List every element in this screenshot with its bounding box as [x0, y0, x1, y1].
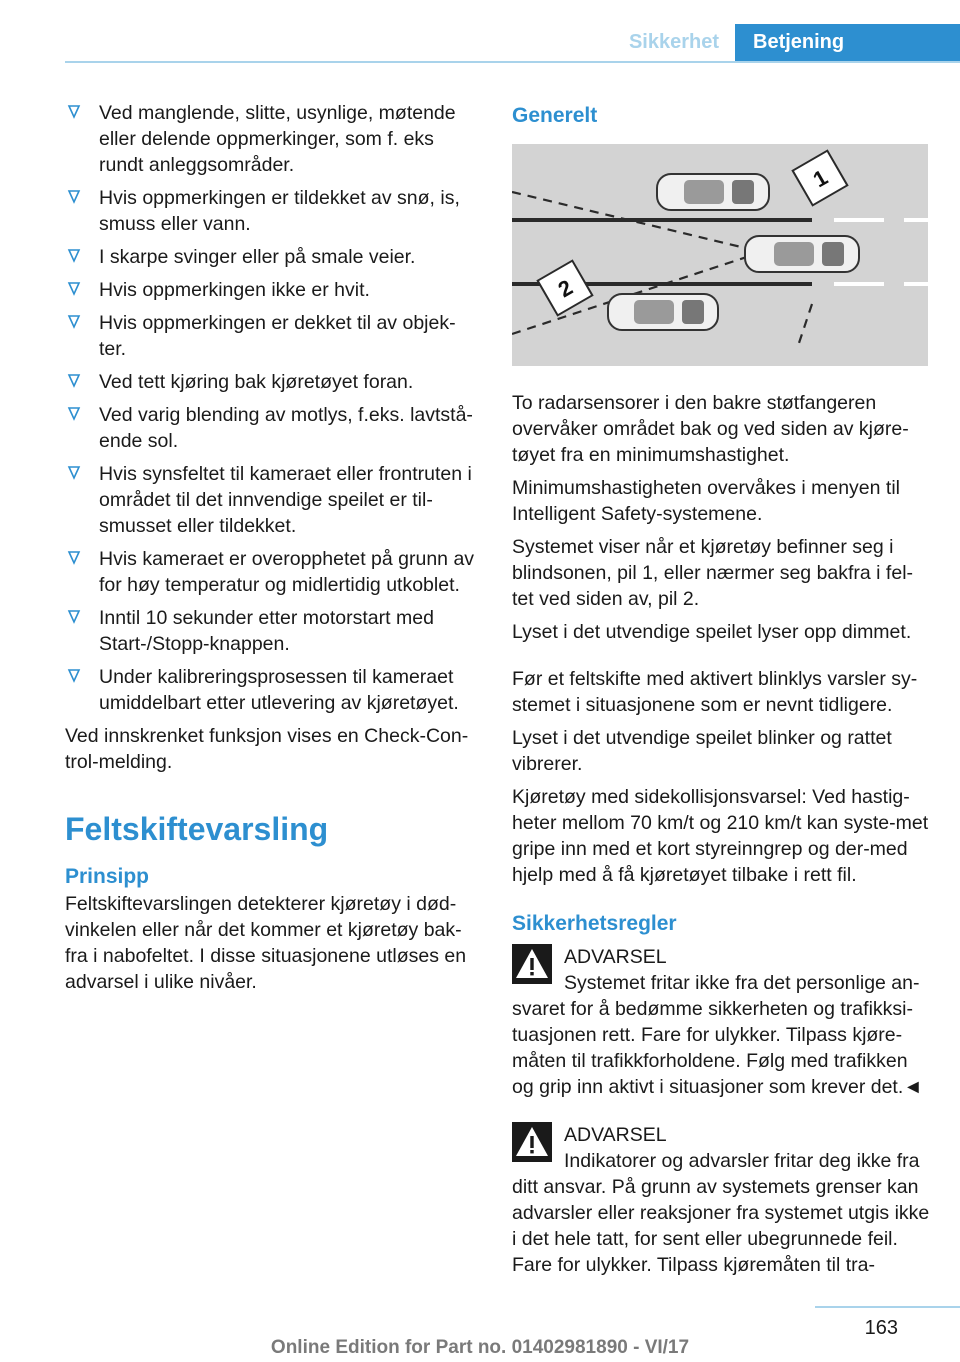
triangle-bullet-icon	[67, 104, 81, 120]
warning-text: Indikatorer og advarsler fritar deg ikke fra ditt ansvar. På grunn av systemets grenser kan advarsler eller reaksjoner fra systemet utgis ikke i det hele tatt, for sent eller ubegrunnede feil. Fare for ulykker. Tilpass kjøremåten til tra‐	[512, 1150, 930, 1276]
paragraph: Kjøretøy med sidekollisjonsvarsel: Ved hastig‐heter mellom 70 km/t og 210 km/t kan syste‐met gripe inn med et kort styreinngrep og der‐med hjelp med å få kjøretøyet tilbake i rett fil.	[512, 786, 929, 886]
triangle-bullet-icon	[67, 189, 81, 205]
list-item-text: Hvis synsfeltet til kameraet eller frontruten i området til det innvendige speilet er til‐smusset eller tildekket.	[99, 463, 472, 537]
triangle-bullet-icon	[67, 281, 81, 297]
solid-lane-line	[512, 218, 812, 222]
triangle-bullet-icon	[67, 609, 81, 625]
page-header	[0, 24, 960, 64]
lane-change-illustration	[512, 144, 928, 366]
lane-change-illustration-svg	[512, 144, 928, 366]
check-control-note: Ved innskrenket funksjon vises en Check-Con‐trol-melding.	[65, 725, 469, 773]
paragraph: Minimumshastigheten overvåkes i menyen til Intelligent Safety-systemene.	[512, 477, 901, 525]
footer-rule	[815, 1306, 960, 1308]
arrow-marker-1-label: 1	[808, 164, 832, 193]
header-rule	[65, 61, 960, 63]
warning-triangle-icon	[512, 944, 552, 984]
left-column	[65, 100, 480, 1002]
list-item-text: Hvis oppmerkingen er tildekket av snø, is, smuss eller vann.	[99, 187, 460, 235]
principle-paragraph: Feltskiftevarslingen detekterer kjøretøy i død‐vinkelen eller når det kommer et kjøretøy bak‐fra i nabofeltet. I disse situasjonene utløses en advarsel i ulike nivåer.	[65, 893, 467, 993]
list-item-text: Under kalibreringsprosessen til kameraet umiddelbart etter utlevering av kjøretøyet.	[99, 666, 459, 714]
list-item	[65, 310, 480, 362]
header-tab-sikkerhet[interactable]: Sikkerhet	[628, 31, 720, 53]
triangle-bullet-icon	[67, 314, 81, 330]
warning-title: ADVARSEL	[564, 1124, 667, 1146]
car-illustration	[608, 294, 718, 330]
paragraph: To radarsensorer i den bakre støtfangeren overvåker området bak og ved siden av kjøre‐tøyet fra en minimumshastighet.	[512, 392, 909, 466]
warning-block	[512, 944, 932, 1100]
list-item	[65, 277, 480, 303]
triangle-bullet-icon	[67, 406, 81, 422]
list-item	[65, 402, 480, 454]
triangle-bullet-icon	[67, 248, 81, 264]
paragraph: Før et feltskifte med aktivert blinklys varsler sy‐stemet i situasjonene som er nevnt tidligere.	[512, 668, 918, 716]
car-illustration	[745, 236, 859, 272]
warning-text: Systemet fritar ikke fra det personlige an‐svaret for å bedømme sikkerheten og trafikksi‐tuasjonen rett. Fare for ulykker. Tilpass kjøre‐måten til trafikkforholdene. Følg med trafikken og grip inn aktivt i situasjoner som krever det.◄	[512, 972, 923, 1098]
paragraph: Lyset i det utvendige speilet blinker og rattet vibrerer.	[512, 727, 892, 775]
subheading-prinsipp: Prinsipp	[65, 865, 150, 888]
list-item-text: Ved manglende, slitte, usynlige, møtende eller delende oppmerkinger, som f. eks rundt anleggsområder.	[99, 102, 456, 176]
list-item-text: Hvis oppmerkingen er dekket til av objek‐ter.	[99, 312, 456, 360]
page-number: 163	[864, 1317, 898, 1339]
warning-block	[512, 1122, 932, 1278]
warning-triangle-icon	[512, 1122, 552, 1162]
list-item	[65, 605, 480, 657]
triangle-bullet-icon	[67, 465, 81, 481]
subheading-sikkerhetsregler: Sikkerhetsregler	[512, 912, 677, 935]
subheading-generelt: Generelt	[512, 104, 598, 127]
list-item	[65, 185, 480, 237]
list-item-text: Hvis kameraet er overopphetet på grunn av for høy temperatur og midlertidig utkoblet.	[99, 548, 475, 596]
list-item	[65, 244, 480, 270]
arrow-marker-2-label: 2	[553, 274, 577, 303]
footer-edition: Online Edition for Part no. 01402981890 - VI/17	[270, 1337, 690, 1358]
list-item	[65, 100, 480, 178]
right-column	[512, 100, 932, 1300]
car-illustration	[657, 174, 769, 210]
header-tab-betjening[interactable]: Betjening	[735, 24, 960, 63]
triangle-bullet-icon	[67, 550, 81, 566]
list-item	[65, 461, 480, 539]
paragraph: Lyset i det utvendige speilet lyser opp dimmet.	[512, 621, 912, 643]
list-item-text: Ved varig blending av motlys, f.eks. lavtstå‐ende sol.	[99, 404, 473, 452]
section-title: Feltskiftevarsling	[65, 811, 329, 847]
triangle-bullet-icon	[67, 668, 81, 684]
triangle-bullet-icon	[67, 373, 81, 389]
list-item	[65, 664, 480, 716]
limitation-list	[65, 100, 480, 716]
list-item-text: I skarpe svinger eller på smale veier.	[99, 246, 416, 268]
list-item	[65, 546, 480, 598]
list-item-text: Hvis oppmerkingen ikke er hvit.	[99, 279, 370, 301]
list-item	[65, 369, 480, 395]
warning-title: ADVARSEL	[564, 946, 667, 968]
list-item-text: Ved tett kjøring bak kjøretøyet foran.	[99, 371, 414, 393]
paragraph: Systemet viser når et kjøretøy befinner seg i blindsonen, pil 1, eller nærmer seg bakfra i fel‐tet ved siden av, pil 2.	[512, 536, 914, 610]
list-item-text: Inntil 10 sekunder etter motorstart med Start-/Stopp-knappen.	[99, 607, 434, 655]
